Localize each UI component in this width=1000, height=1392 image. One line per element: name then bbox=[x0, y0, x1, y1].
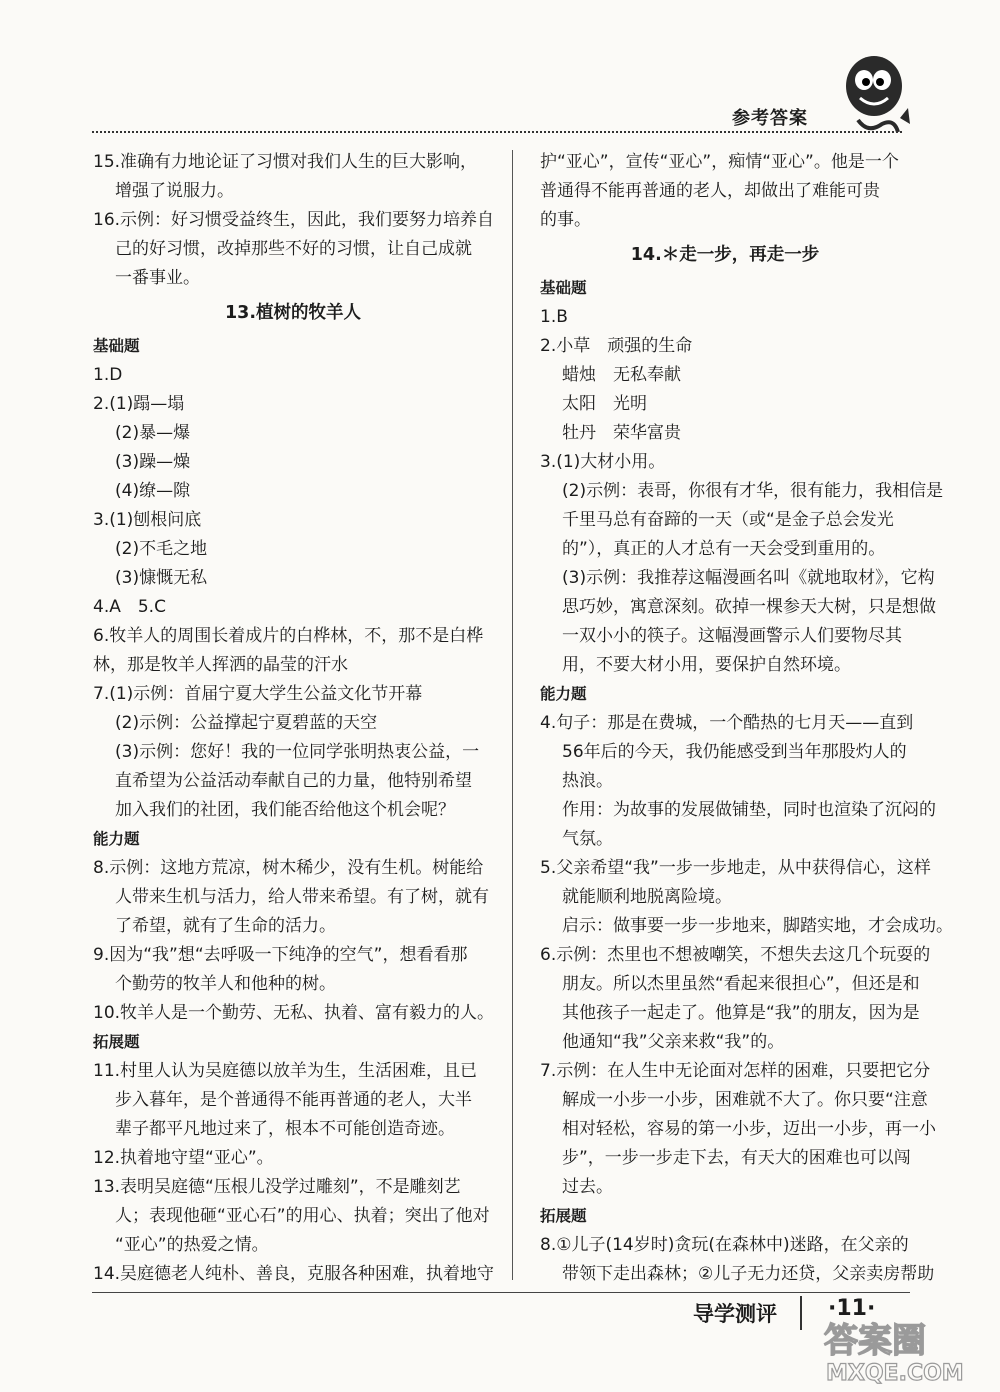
answer-line: 林，那是牧羊人挥洒的晶莹的汗水 bbox=[93, 655, 348, 675]
left-column bbox=[93, 148, 493, 1289]
answer-line: 3.(1)刨根问底 bbox=[93, 510, 202, 530]
footer-label: 导学测评 bbox=[693, 1302, 777, 1326]
answer-line: 4.A 5.C bbox=[93, 597, 166, 617]
answer-line: 15.准确有力地论证了习惯对我们人生的巨大影响， bbox=[93, 152, 478, 172]
answer-line: (3)慷慨无私 bbox=[115, 568, 208, 588]
answer-line: 直希望为公益活动奉献自己的力量，他特别希望 bbox=[115, 771, 472, 791]
answer-line: 5.父亲希望“我”一步一步地走，从中获得信心，这样 bbox=[540, 858, 931, 878]
answer-line: 加入我们的社团，我们能否给他这个机会呢？ bbox=[115, 800, 455, 820]
answer-line: 朋友。所以杰里虽然“看起来很担心”，但还是和 bbox=[562, 974, 920, 994]
answer-line: 14.吴庭德老人纯朴、善良，克服各种困难，执着地守 bbox=[93, 1264, 495, 1284]
answer-line: 蜡烛 无私奉献 bbox=[562, 365, 681, 385]
answer-line: 一番事业。 bbox=[115, 268, 200, 288]
answer-line: 增强了说服力。 bbox=[115, 181, 234, 201]
section-title: 13.植树的牧羊人 bbox=[224, 303, 361, 323]
answer-line: (4)缭—隙 bbox=[115, 481, 191, 501]
answer-line: (2)示例：表哥，你很有才华，很有能力，我相信是 bbox=[562, 481, 944, 501]
answer-line: 启示：做事要一步一步地来，脚踏实地，才会成功。 bbox=[562, 916, 953, 936]
answer-line: (3)躁—燥 bbox=[115, 452, 191, 472]
answer-line: 12.执着地守望“亚心”。 bbox=[93, 1148, 274, 1168]
answer-line: 7.示例：在人生中无论面对怎样的困难，只要把它分 bbox=[540, 1061, 931, 1081]
answer-line: 个勤劳的牧羊人和他种的树。 bbox=[115, 974, 336, 994]
answer-line: 8.示例：这地方荒凉，树木稀少，没有生机。树能给 bbox=[93, 858, 484, 878]
answer-line: 9.因为“我”想“去呼吸一下纯净的空气”，想看看那 bbox=[93, 945, 468, 965]
answer-line: 7.(1)示例：首届宁夏大学生公益文化节开幕 bbox=[93, 684, 423, 704]
answer-line: 其他孩子一起走了。他算是“我”的朋友，因为是 bbox=[562, 1003, 920, 1023]
answer-line: 己的好习惯，改掉那些不好的习惯，让自己成就 bbox=[115, 239, 472, 259]
answer-line: 了希望，就有了生命的活力。 bbox=[115, 916, 336, 936]
answer-line: (2)暴—爆 bbox=[115, 423, 191, 443]
answer-line: 辈子都平凡地过来了，根本不可能创造奇迹。 bbox=[115, 1119, 455, 1139]
answer-line: 护“亚心”，宣传“亚心”，痴情“亚心”。他是一个 bbox=[540, 152, 899, 172]
answer-line: 就能顺利地脱离险境。 bbox=[562, 887, 732, 907]
footer-separator bbox=[800, 1296, 802, 1330]
subsection-heading: 基础题 bbox=[93, 337, 140, 355]
answer-line: 56年后的今天，我仍能感受到当年那股灼人的 bbox=[562, 742, 907, 762]
answer-line: 13.表明吴庭德“压根儿没学过雕刻”，不是雕刻艺 bbox=[93, 1177, 461, 1197]
answer-line: 步”，一步一步走下去，有天大的困难也可以闯 bbox=[562, 1148, 911, 1168]
answer-line: 一双小小的筷子。这幅漫画警示人们要物尽其 bbox=[562, 626, 902, 646]
answer-line: 1.B bbox=[540, 307, 568, 327]
answer-line: 人；表现他砸“亚心石”的用心、执着；突出了他对 bbox=[115, 1206, 490, 1226]
answer-line: 的事。 bbox=[540, 210, 591, 230]
answer-line: 11.村里人认为吴庭德以放羊为生，生活困难，且已 bbox=[93, 1061, 478, 1081]
footer-rule bbox=[92, 1292, 910, 1293]
watermark-url: MXQE.COM bbox=[826, 1361, 964, 1386]
watermark-text: 答案圈 bbox=[824, 1321, 926, 1361]
answer-line: 10.牧羊人是一个勤劳、无私、执着、富有毅力的人。 bbox=[93, 1003, 495, 1023]
answer-line: (2)不毛之地 bbox=[115, 539, 208, 559]
answer-line: 太阳 光明 bbox=[562, 394, 647, 414]
page-header-title: 参考答案 bbox=[732, 108, 808, 129]
subsection-heading: 基础题 bbox=[540, 279, 587, 297]
answer-line: 人带来生机与活力，给人带来希望。有了树，就有 bbox=[115, 887, 489, 907]
subsection-heading: 拓展题 bbox=[93, 1033, 140, 1051]
section-title: 14.＊走一步，再走一步 bbox=[630, 245, 820, 265]
answer-line: (3)示例：我推荐这幅漫画名叫《就地取材》，它构 bbox=[562, 568, 935, 588]
answer-line: 3.(1)大材小用。 bbox=[540, 452, 666, 472]
answer-line: 作用：为故事的发展做铺垫，同时也渲染了沉闷的 bbox=[562, 800, 936, 820]
answer-line: 普通得不能再普通的老人，却做出了难能可贵 bbox=[540, 181, 880, 201]
answer-line: (2)示例：公益撑起宁夏碧蓝的天空 bbox=[115, 713, 378, 733]
answer-line: “亚心”的热爱之情。 bbox=[115, 1235, 269, 1255]
answer-line: 6.示例：杰里也不想被嘲笑，不想失去这几个玩耍的 bbox=[540, 945, 931, 965]
answer-line: 热浪。 bbox=[562, 771, 613, 791]
answer-line: 用，不要大材小用，要保护自然环境。 bbox=[562, 655, 851, 675]
header-rule bbox=[92, 131, 902, 133]
answer-line: (3)示例：您好！我的一位同学张明热衷公益，一 bbox=[115, 742, 480, 762]
watermark-logo bbox=[818, 1318, 990, 1386]
answer-line: 千里马总有奋蹄的一天（或“是金子总会发光 bbox=[562, 510, 894, 530]
answer-line: 6.牧羊人的周围长着成片的白桦林，不，那不是白桦 bbox=[93, 626, 484, 646]
answer-line: 8.①儿子(14岁时)贪玩(在森林中)迷路，在父亲的 bbox=[540, 1235, 909, 1255]
answer-line: 气氛。 bbox=[562, 829, 613, 849]
answer-line: 相对轻松，容易的第一小步，迈出一小步，再一小 bbox=[562, 1119, 936, 1139]
answer-line: 他通知“我”父亲来救“我”的。 bbox=[562, 1032, 785, 1052]
page-number: ·11· bbox=[828, 1296, 876, 1321]
answer-line: 16.示例：好习惯受益终生，因此，我们要努力培养自 bbox=[93, 210, 495, 230]
answer-line: 牡丹 荣华富贵 bbox=[562, 423, 681, 443]
answer-line: 2.小草 顽强的生命 bbox=[540, 336, 693, 356]
subsection-heading: 拓展题 bbox=[540, 1207, 587, 1225]
subsection-heading: 能力题 bbox=[540, 685, 587, 703]
answer-line: 1.D bbox=[93, 365, 123, 385]
answer-line: 解成一小步一小步，困难就不大了。你只要“注意 bbox=[562, 1090, 928, 1110]
answer-line: 带领下走出森林；②儿子无力还贷，父亲卖房帮助 bbox=[562, 1264, 935, 1284]
answer-line: 步入暮年，是个普通得不能再普通的老人，大半 bbox=[115, 1090, 472, 1110]
answer-line: 过去。 bbox=[562, 1177, 613, 1197]
answer-line: 2.(1)蹋—塌 bbox=[93, 394, 185, 414]
subsection-heading: 能力题 bbox=[93, 830, 140, 848]
answer-line: 4.句子：那是在费城，一个酷热的七月天——直到 bbox=[540, 713, 914, 733]
answer-line: 思巧妙，寓意深刻。砍掉一棵参天大树，只是想做 bbox=[562, 597, 936, 617]
mascot-icon bbox=[838, 48, 914, 140]
right-column bbox=[540, 148, 953, 1289]
answer-line: 的”），真正的人才总有一天会受到重用的。 bbox=[562, 539, 886, 559]
column-divider bbox=[512, 150, 513, 1280]
